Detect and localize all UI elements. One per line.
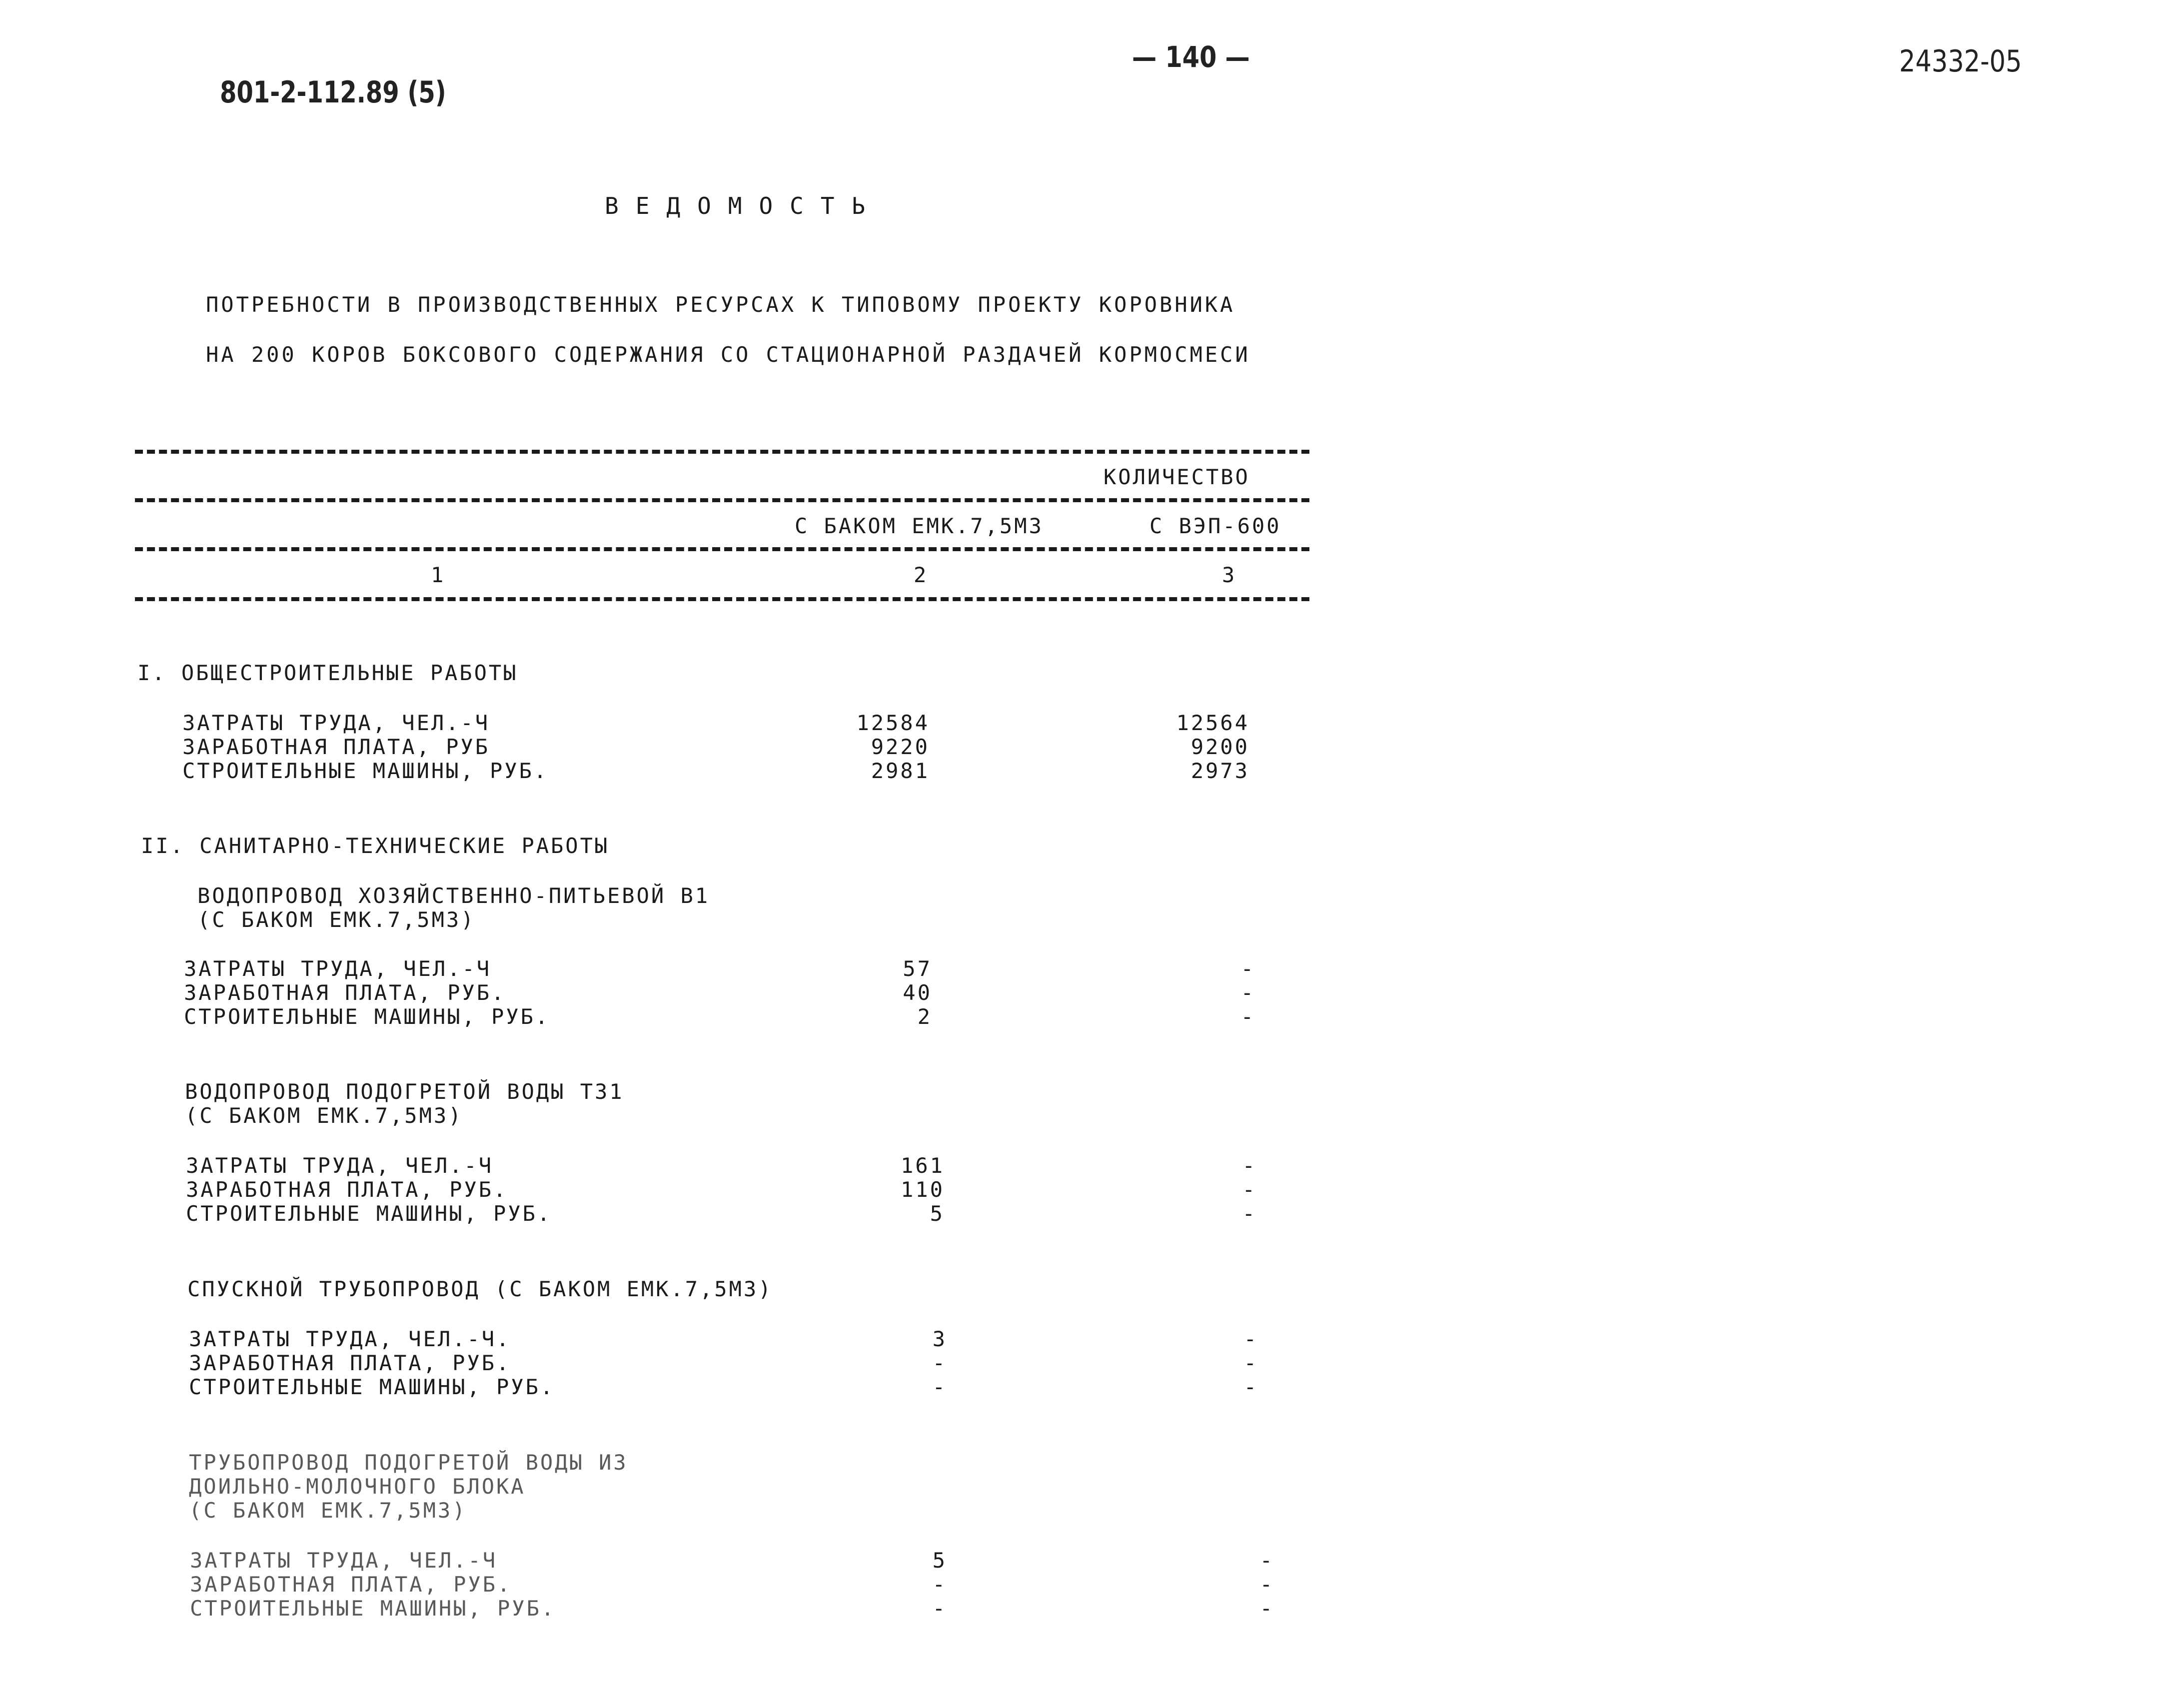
value-col3: -	[1240, 1004, 1255, 1029]
value-col2: -	[932, 1375, 947, 1399]
table-rule-bottom	[135, 597, 1309, 601]
row-label: ЗАТРАТЫ ТРУДА, ЧЕЛ.-Ч.	[189, 1327, 511, 1351]
col2-header: С БАКОМ ЕМК.7,5М3	[795, 514, 1044, 538]
row-label: ЗАРАБОТНАЯ ПЛАТА, РУБ	[182, 735, 490, 759]
value-col3: -	[1243, 1351, 1258, 1375]
table-rule-2	[135, 498, 1309, 502]
value-col3: 12564	[1176, 711, 1249, 735]
row-label: СТРОИТЕЛЬНЫЕ МАШИНЫ, РУБ.	[189, 1375, 555, 1399]
col3-number: 3	[1222, 563, 1237, 587]
group-title: ДОИЛЬНО-МОЛОЧНОГО БЛОКА	[189, 1474, 526, 1499]
value-col2: 3	[932, 1327, 947, 1351]
value-col3: -	[1259, 1596, 1274, 1621]
document-code: 801-2-112.89 (5)	[220, 75, 446, 110]
group-title: ВОДОПРОВОД ХОЗЯЙСТВЕННО-ПИТЬЕВОЙ В1	[197, 883, 710, 908]
value-col3: -	[1242, 1153, 1257, 1178]
row-label: ЗАРАБОТНАЯ ПЛАТА, РУБ.	[186, 1177, 508, 1202]
row-label: СТРОИТЕЛЬНЫЕ МАШИНЫ, РУБ.	[190, 1596, 556, 1621]
value-col2: 5	[930, 1201, 945, 1226]
value-col2: 9220	[871, 735, 930, 759]
group-title: (С БАКОМ ЕМК.7,5М3)	[189, 1498, 467, 1523]
value-col2: 40	[903, 980, 932, 1005]
document-title: ВЕДОМОСТЬ	[605, 192, 883, 219]
value-col3: -	[1243, 1375, 1258, 1399]
table-rule-top	[135, 450, 1309, 454]
row-label: ЗАРАБОТНАЯ ПЛАТА, РУБ.	[189, 1351, 511, 1375]
section-title-1: I. ОБЩЕСТРОИТЕЛЬНЫЕ РАБОТЫ	[137, 661, 518, 685]
value-col2: 12584	[856, 711, 930, 735]
row-label: СТРОИТЕЛЬНЫЕ МАШИНЫ, РУБ.	[182, 759, 549, 783]
quantity-header: КОЛИЧЕСТВО	[1103, 465, 1250, 489]
value-col3: -	[1240, 980, 1255, 1005]
row-label: ЗАТРАТЫ ТРУДА, ЧЕЛ.-Ч	[182, 711, 490, 735]
value-col3: -	[1242, 1177, 1257, 1202]
group-title: (С БАКОМ ЕМК.7,5М3)	[197, 907, 476, 932]
subtitle-line-2: НА 200 КОРОВ БОКСОВОГО СОДЕРЖАНИЯ СО СТАЦИОНАРНОЙ РАЗДАЧЕЙ КОРМОСМЕСИ	[206, 342, 1250, 367]
value-col2: -	[932, 1351, 947, 1375]
col1-number: 1	[431, 563, 446, 587]
row-label: ЗАРАБОТНАЯ ПЛАТА, РУБ.	[184, 980, 506, 1005]
row-label: СТРОИТЕЛЬНЫЕ МАШИНЫ, РУБ.	[184, 1004, 550, 1029]
col2-number: 2	[914, 563, 929, 587]
value-col3: -	[1240, 956, 1255, 981]
value-col2: 2	[917, 1004, 932, 1029]
value-col3: -	[1259, 1548, 1274, 1573]
section-title-2: II. САНИТАРНО-ТЕХНИЧЕСКИЕ РАБОТЫ	[141, 834, 610, 858]
value-col2: 57	[903, 956, 932, 981]
row-label: ЗАТРАТЫ ТРУДА, ЧЕЛ.-Ч	[190, 1548, 498, 1573]
col3-header: С ВЭП-600	[1149, 514, 1281, 538]
value-col3: 9200	[1190, 735, 1249, 759]
subtitle-line-1: ПОТРЕБНОСТИ В ПРОИЗВОДСТВЕННЫХ РЕСУРСАХ К ТИПОВОМУ ПРОЕКТУ КОРОВНИКА	[206, 292, 1235, 317]
table-rule-3	[135, 547, 1309, 551]
value-col3: 2973	[1190, 759, 1249, 783]
page-number: — 140 —	[1132, 40, 1250, 74]
value-col3: -	[1259, 1572, 1274, 1597]
value-col2: 161	[901, 1153, 945, 1178]
value-col2: 2981	[871, 759, 930, 783]
value-col2: -	[932, 1596, 947, 1621]
value-col2: 110	[901, 1177, 945, 1202]
archive-number: 24332-05	[1899, 44, 2022, 79]
group-title: (С БАКОМ ЕМК.7,5М3)	[185, 1103, 463, 1128]
value-col2: 5	[932, 1548, 947, 1573]
value-col3: -	[1243, 1327, 1258, 1351]
value-col3: -	[1242, 1201, 1257, 1226]
group-title: ТРУБОПРОВОД ПОДОГРЕТОЙ ВОДЫ ИЗ	[189, 1450, 628, 1475]
group-title: СПУСКНОЙ ТРУБОПРОВОД (С БАКОМ ЕМК.7,5М3)	[187, 1277, 773, 1301]
row-label: СТРОИТЕЛЬНЫЕ МАШИНЫ, РУБ.	[186, 1201, 552, 1226]
row-label: ЗАТРАТЫ ТРУДА, ЧЕЛ.-Ч	[184, 956, 492, 981]
value-col2: -	[932, 1572, 947, 1597]
row-label: ЗАТРАТЫ ТРУДА, ЧЕЛ.-Ч	[186, 1153, 494, 1178]
row-label: ЗАРАБОТНАЯ ПЛАТА, РУБ.	[190, 1572, 512, 1597]
group-title: ВОДОПРОВОД ПОДОГРЕТОЙ ВОДЫ Т31	[185, 1079, 624, 1104]
